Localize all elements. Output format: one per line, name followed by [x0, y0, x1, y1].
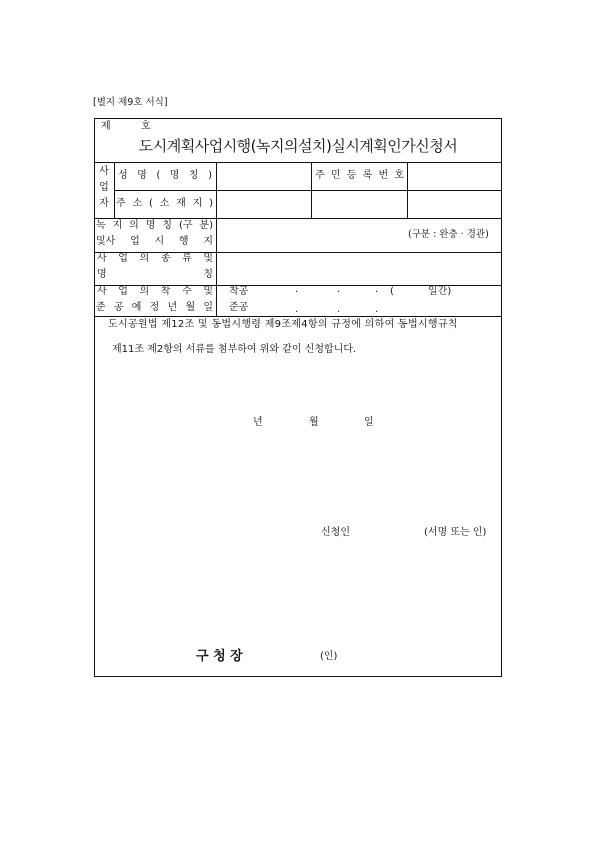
green-area-label-line1: 녹 지 의 명 칭 (구 분): [96, 220, 213, 231]
project-type-label-line1: 사 업 의 종 류 및: [97, 253, 213, 264]
recipient-seal: (인): [320, 651, 338, 662]
schedule-label-line2: 준 공 예 정 년 월 일: [96, 302, 213, 313]
date-day-label: 일: [364, 417, 374, 428]
document-title: 도시계획사업시행(녹지의설치)실시계획인가신청서: [138, 137, 458, 155]
start-date-separator: .: [295, 284, 299, 295]
date-year-label: 년: [253, 417, 263, 428]
project-type-value-cell: [217, 253, 501, 285]
green-area-label-line2: 및사 업 시 행 지: [96, 236, 213, 247]
resident-number-label: 주 민 등 록 번 호: [315, 170, 404, 181]
duration-open-paren: (: [390, 286, 394, 297]
date-month-label: 월: [309, 417, 319, 428]
statement-line1: 도시공원법 제12조 및 동법시행령 제9조제4항의 규정에 의하여 동법시행규칙: [108, 319, 458, 330]
end-date-separator: .: [295, 304, 299, 315]
applicant-address-value-cell: [217, 191, 501, 218]
applicant-group-char-3: 자: [99, 198, 109, 209]
recipient-title: 구 청 장: [196, 649, 243, 664]
applicant-name-value-cell: [217, 163, 311, 190]
start-date-separator: .: [337, 284, 341, 295]
end-date-label: 준공: [229, 302, 249, 313]
start-date-label: 착공: [229, 286, 249, 297]
green-area-type-note: (구분 : 완충 · 경관): [408, 229, 489, 240]
end-date-separator: .: [337, 304, 341, 315]
end-date-separator: .: [375, 304, 379, 315]
applicant-signature-label: 신청인: [321, 527, 350, 538]
duration-suffix: 일간): [428, 286, 452, 297]
start-date-separator: .: [375, 284, 379, 295]
document-no-suffix: 호: [141, 121, 151, 132]
form-number: [별지 제9호 서식]: [93, 97, 168, 108]
signature-note: (서명 또는 인): [424, 527, 487, 538]
applicant-group-char-1: 사: [99, 166, 109, 177]
project-type-label-line2: 명 칭: [97, 269, 213, 280]
schedule-label-line1: 사 업 의 착 수 및: [97, 286, 213, 297]
document-no-prefix: 제: [101, 121, 111, 132]
applicant-address-label: 주 소 ( 소 재 지 ): [116, 198, 213, 209]
applicant-group-char-2: 업: [99, 182, 109, 193]
resident-number-value-cell: [408, 163, 501, 190]
applicant-name-label: 성 명 ( 명 칭 ): [118, 170, 212, 181]
statement-line2: 제11조 제2항의 서류를 첨부하여 위와 같이 신청합니다.: [112, 344, 357, 355]
